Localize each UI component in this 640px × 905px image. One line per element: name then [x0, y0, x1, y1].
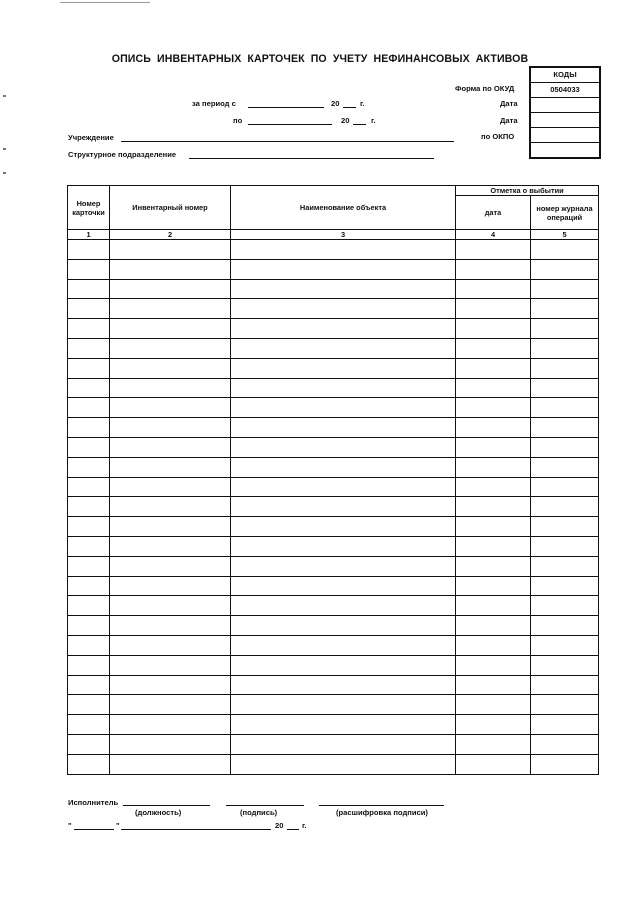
table-cell[interactable] [456, 259, 531, 279]
table-cell[interactable] [231, 259, 456, 279]
col-number-3: 3 [231, 230, 456, 240]
table-row [68, 457, 599, 477]
period-from-label: за период с [192, 99, 236, 108]
table-cell[interactable] [231, 517, 456, 537]
table-cell[interactable] [531, 418, 599, 438]
table-cell[interactable] [231, 398, 456, 418]
table-cell[interactable] [231, 734, 456, 754]
table-row [68, 754, 599, 774]
table-cell[interactable] [456, 734, 531, 754]
table-cell[interactable] [456, 635, 531, 655]
table-cell[interactable] [110, 437, 231, 457]
table-cell[interactable] [531, 517, 599, 537]
table-cell[interactable] [231, 536, 456, 556]
date2-label: Дата [500, 116, 518, 125]
table-row [68, 358, 599, 378]
table-cell[interactable] [231, 596, 456, 616]
scan-top-edge [0, 0, 640, 6]
col-card-number-header: Номер карточки [68, 186, 110, 230]
table-cell[interactable] [456, 437, 531, 457]
table-cell[interactable] [110, 319, 231, 339]
period-from-year-prefix: 20 [331, 99, 340, 108]
table-cell[interactable] [531, 319, 599, 339]
table-row [68, 536, 599, 556]
table-cell[interactable] [531, 477, 599, 497]
table-row [68, 418, 599, 438]
period-to-day-field[interactable] [248, 124, 332, 125]
col-number-4: 4 [456, 230, 531, 240]
date1-label: Дата [500, 99, 518, 108]
table-cell[interactable] [531, 338, 599, 358]
table-cell[interactable] [110, 259, 231, 279]
col-inventory-number-header: Инвентарный номер [110, 186, 231, 230]
table-cell[interactable] [68, 338, 110, 358]
table-row [68, 398, 599, 418]
table-cell[interactable] [68, 655, 110, 675]
table-cell[interactable] [456, 517, 531, 537]
table-row [68, 675, 599, 695]
table-cell[interactable] [456, 240, 531, 260]
signature-field[interactable] [226, 805, 304, 806]
table-cell[interactable] [110, 675, 231, 695]
table-cell[interactable] [456, 556, 531, 576]
table-cell[interactable] [456, 616, 531, 636]
disposal-mark-header: Отметка о выбытии [456, 186, 599, 196]
scan-tick [3, 95, 6, 97]
extra-code-cell[interactable] [531, 142, 599, 157]
table-cell[interactable] [68, 437, 110, 457]
table-cell[interactable] [68, 378, 110, 398]
period-to-year-suffix: г. [371, 116, 376, 125]
table-cell[interactable] [456, 695, 531, 715]
table-cell[interactable] [231, 279, 456, 299]
table-cell[interactable] [231, 655, 456, 675]
signed-year-suffix: г. [302, 821, 307, 830]
position-field[interactable] [123, 805, 210, 806]
table-cell[interactable] [68, 240, 110, 260]
decode-caption: (расшифровка подписи) [336, 808, 428, 817]
table-cell[interactable] [456, 536, 531, 556]
table-cell[interactable] [68, 358, 110, 378]
col-object-name-header: Наименование объекта [231, 186, 456, 230]
table-cell[interactable] [68, 734, 110, 754]
table-cell[interactable] [456, 675, 531, 695]
table-row [68, 695, 599, 715]
signature-caption: (подпись) [240, 808, 278, 817]
decode-field[interactable] [319, 805, 444, 806]
table-cell[interactable] [531, 556, 599, 576]
table-cell[interactable] [231, 358, 456, 378]
table-row [68, 556, 599, 576]
table-row [68, 378, 599, 398]
table-row [68, 715, 599, 735]
table-row [68, 734, 599, 754]
table-cell[interactable] [531, 655, 599, 675]
col-number-1: 1 [68, 230, 110, 240]
table-cell[interactable] [531, 616, 599, 636]
table-cell[interactable] [456, 754, 531, 774]
table-cell[interactable] [110, 695, 231, 715]
table-cell[interactable] [531, 497, 599, 517]
col-disposal-date-header: дата [456, 196, 531, 230]
table-cell[interactable] [68, 556, 110, 576]
table-cell[interactable] [231, 695, 456, 715]
table-cell[interactable] [110, 398, 231, 418]
table-row [68, 240, 599, 260]
table-cell[interactable] [68, 418, 110, 438]
table-cell[interactable] [110, 517, 231, 537]
table-cell[interactable] [531, 398, 599, 418]
table-cell[interactable] [68, 675, 110, 695]
table-cell[interactable] [231, 437, 456, 457]
table-cell[interactable] [231, 457, 456, 477]
table-cell[interactable] [531, 734, 599, 754]
table-row [68, 497, 599, 517]
table-cell[interactable] [68, 497, 110, 517]
date-quote-close: " [116, 821, 120, 830]
table-cell[interactable] [110, 635, 231, 655]
okud-label: Форма по ОКУД [455, 84, 515, 93]
signed-month-field[interactable] [121, 829, 271, 830]
table-row [68, 279, 599, 299]
table-cell[interactable] [531, 596, 599, 616]
table-row [68, 596, 599, 616]
table-row [68, 259, 599, 279]
institution-label: Учреждение [68, 133, 114, 142]
table-cell[interactable] [110, 477, 231, 497]
inventory-table [67, 185, 599, 775]
table-cell[interactable] [68, 695, 110, 715]
table-cell[interactable] [110, 457, 231, 477]
table-cell[interactable] [531, 240, 599, 260]
table-cell[interactable] [456, 596, 531, 616]
table-cell[interactable] [531, 695, 599, 715]
signed-year-field[interactable] [287, 829, 299, 830]
table-cell[interactable] [231, 754, 456, 774]
date1-code-cell[interactable] [531, 97, 599, 112]
table-cell[interactable] [531, 754, 599, 774]
table-cell[interactable] [456, 358, 531, 378]
table-cell[interactable] [110, 418, 231, 438]
table-cell[interactable] [68, 536, 110, 556]
codes-block [529, 66, 601, 159]
table-cell[interactable] [456, 576, 531, 596]
scan-tick [3, 172, 6, 174]
table-cell[interactable] [531, 457, 599, 477]
department-field[interactable] [189, 158, 434, 159]
table-cell[interactable] [531, 675, 599, 695]
table-cell[interactable] [456, 299, 531, 319]
table-cell[interactable] [456, 497, 531, 517]
table-cell[interactable] [110, 655, 231, 675]
signed-year-prefix: 20 [275, 821, 284, 830]
page-title: ОПИСЬ ИНВЕНТАРНЫХ КАРТОЧЕК ПО УЧЕТУ НЕФИНАНСОВЫХ АКТИВОВ [111, 53, 529, 65]
table-cell[interactable] [531, 715, 599, 735]
executor-label: Исполнитель [68, 798, 119, 807]
table-cell[interactable] [231, 616, 456, 636]
signed-day-field[interactable] [74, 829, 114, 830]
table-cell[interactable] [110, 734, 231, 754]
table-cell[interactable] [456, 378, 531, 398]
scan-mark [60, 2, 150, 3]
scan-tick [3, 148, 6, 150]
department-label: Структурное подразделение [68, 150, 177, 159]
table-cell[interactable] [531, 279, 599, 299]
table-cell[interactable] [231, 338, 456, 358]
table-cell[interactable] [531, 437, 599, 457]
table-cell[interactable] [456, 279, 531, 299]
position-caption: (должность) [135, 808, 182, 817]
table-row [68, 477, 599, 497]
table-cell[interactable] [456, 457, 531, 477]
table-cell[interactable] [110, 596, 231, 616]
table-row [68, 576, 599, 596]
table-cell[interactable] [531, 635, 599, 655]
table-row [68, 635, 599, 655]
table-cell[interactable] [456, 338, 531, 358]
table-cell[interactable] [68, 754, 110, 774]
table-cell[interactable] [531, 576, 599, 596]
table-cell[interactable] [531, 299, 599, 319]
table-cell[interactable] [68, 635, 110, 655]
table-cell[interactable] [456, 398, 531, 418]
table-cell[interactable] [231, 715, 456, 735]
okud-code-cell[interactable]: 0504033 [531, 82, 599, 97]
period-to-year-field[interactable] [353, 124, 366, 125]
table-cell[interactable] [110, 616, 231, 636]
table-cell[interactable] [110, 536, 231, 556]
col-journal-number-header: номер журнала операций [531, 196, 599, 230]
table-cell[interactable] [456, 715, 531, 735]
table-cell[interactable] [110, 358, 231, 378]
table-cell[interactable] [68, 715, 110, 735]
table-cell[interactable] [231, 240, 456, 260]
table-cell[interactable] [456, 655, 531, 675]
table-cell[interactable] [68, 299, 110, 319]
okpo-code-cell[interactable] [531, 127, 599, 142]
table-cell[interactable] [231, 556, 456, 576]
institution-field[interactable] [121, 141, 454, 142]
table-cell[interactable] [456, 319, 531, 339]
table-cell[interactable] [68, 457, 110, 477]
table-cell[interactable] [68, 279, 110, 299]
table-cell[interactable] [231, 675, 456, 695]
table-cell[interactable] [531, 378, 599, 398]
date-quote-open: " [68, 821, 72, 830]
table-cell[interactable] [110, 299, 231, 319]
table-cell[interactable] [68, 477, 110, 497]
okpo-label: по ОКПО [481, 132, 515, 141]
period-from-year-field[interactable] [343, 107, 356, 108]
table-row [68, 517, 599, 537]
table-cell[interactable] [68, 319, 110, 339]
table-cell[interactable] [110, 338, 231, 358]
col-number-2: 2 [110, 230, 231, 240]
table-cell[interactable] [231, 319, 456, 339]
table-cell[interactable] [110, 240, 231, 260]
codes-header: КОДЫ [553, 70, 577, 79]
table-cell[interactable] [110, 378, 231, 398]
table-cell[interactable] [110, 497, 231, 517]
period-from-year-suffix: г. [360, 99, 365, 108]
table-cell[interactable] [456, 418, 531, 438]
period-from-day-field[interactable] [248, 107, 324, 108]
table-row [68, 437, 599, 457]
table-cell[interactable] [531, 358, 599, 378]
table-row [68, 655, 599, 675]
table-row [68, 616, 599, 636]
table-row [68, 338, 599, 358]
table-cell[interactable] [110, 556, 231, 576]
table-cell[interactable] [68, 517, 110, 537]
table-cell[interactable] [231, 378, 456, 398]
table-cell[interactable] [531, 259, 599, 279]
col-number-5: 5 [531, 230, 599, 240]
table-cell[interactable] [231, 418, 456, 438]
table-cell[interactable] [456, 477, 531, 497]
table-row [68, 299, 599, 319]
table-cell[interactable] [231, 576, 456, 596]
table-cell[interactable] [531, 536, 599, 556]
table-cell[interactable] [231, 299, 456, 319]
table-cell[interactable] [110, 576, 231, 596]
period-to-year-prefix: 20 [341, 116, 350, 125]
table-cell[interactable] [231, 635, 456, 655]
date2-code-cell[interactable] [531, 112, 599, 127]
table-cell[interactable] [110, 754, 231, 774]
table-cell[interactable] [110, 715, 231, 735]
period-to-label: по [233, 116, 243, 125]
table-cell[interactable] [231, 497, 456, 517]
table-cell[interactable] [68, 596, 110, 616]
table-cell[interactable] [68, 398, 110, 418]
table-cell[interactable] [68, 616, 110, 636]
table-cell[interactable] [231, 477, 456, 497]
table-cell[interactable] [110, 279, 231, 299]
table-cell[interactable] [68, 259, 110, 279]
table-row [68, 319, 599, 339]
table-cell[interactable] [68, 576, 110, 596]
